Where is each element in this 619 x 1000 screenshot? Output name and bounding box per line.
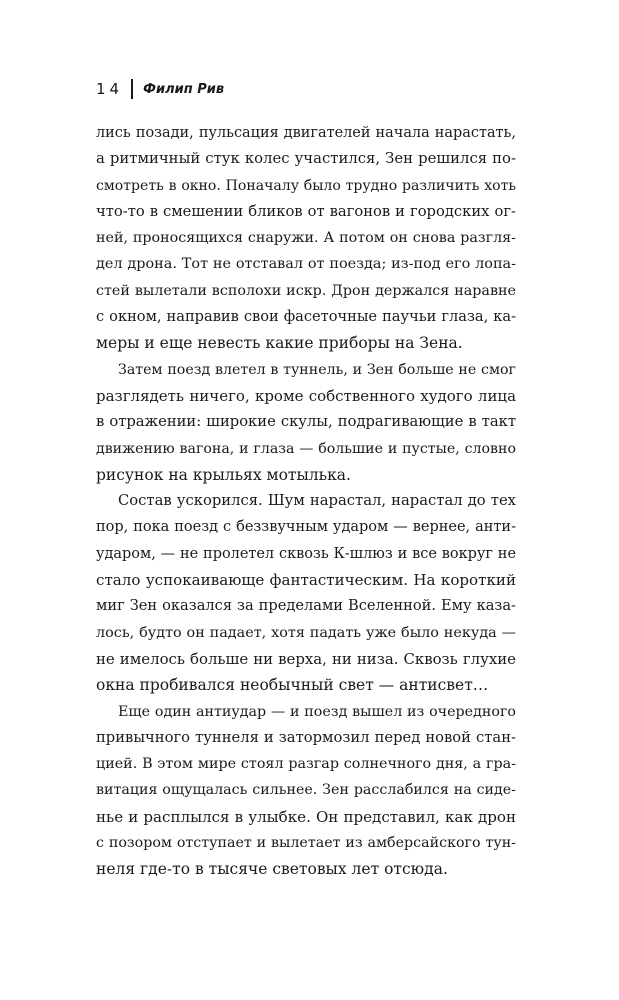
page-number: 14 xyxy=(96,80,124,98)
text-line: лось, будто он падает, хотя падать уже было некуда — xyxy=(96,624,516,641)
text-line: что-то в смешении бликов от вагонов и городских ог- xyxy=(96,202,516,220)
text-line: с окном, направив свои фасеточные паучьи глаза, ка- xyxy=(96,308,516,326)
text-line: стало успокаивающе фантастическим. На короткий xyxy=(96,571,516,590)
text-line: с позором отступает и вылетает из амберсайского тун- xyxy=(96,835,516,852)
paragraph xyxy=(96,699,516,883)
body-text xyxy=(96,120,516,883)
text-line: а ритмичный стук колес участился, Зен решился по- xyxy=(96,150,516,168)
text-line: лись позади, пульсация двигателей начала нарастать, xyxy=(96,125,516,141)
text-line: нье и расплылся в улыбке. Он представил, как дрон xyxy=(96,807,516,826)
text-line: Затем поезд влетел в туннель, и Зен больше не смог xyxy=(118,361,516,378)
text-line: Еще один антиудар — и поезд вышел из очередного xyxy=(118,703,516,720)
text-line: неля где-то в тысяче световых лет отсюда. xyxy=(96,860,448,879)
text-line: в отражении: широкие скулы, подрагивающие в такт xyxy=(96,413,516,431)
text-line: дел дрона. Тот не отставал от поезда; из-под его лопа- xyxy=(96,256,516,273)
text-line: меры и еще невесть какие приборы на Зена. xyxy=(96,334,463,353)
text-line: не имелось больше ни верха, ни низа. Сквозь глухие xyxy=(96,649,516,668)
text-line: окна пробивался необычный свет — антисвет… xyxy=(96,676,489,695)
text-line: стей вылетали всполохи искр. Дрон держался наравне xyxy=(96,282,516,299)
running-head xyxy=(96,78,224,100)
text-line: смотреть в окно. Поначалу было трудно различить хоть xyxy=(96,177,516,194)
text-line: рисунок на крыльях мотылька. xyxy=(96,465,351,484)
text-line: движению вагона, и глаза — большие и пустые, словно xyxy=(96,440,516,457)
text-line: миг Зен оказался за пределами Вселенной. Ему каза- xyxy=(96,597,516,615)
paragraph xyxy=(96,357,516,488)
text-line: цией. В этом мире стоял разгар солнечного дня, а гра- xyxy=(96,756,516,773)
paragraph xyxy=(96,120,516,357)
text-line: привычного туннеля и затормозил перед новой стан- xyxy=(96,728,516,746)
text-line: витация ощущалась сильнее. Зен расслабился на сиде- xyxy=(96,782,516,799)
header-divider xyxy=(131,79,133,99)
text-line: ударом, — не пролетел сквозь К-шлюз и все вокруг не xyxy=(96,545,516,562)
paragraph xyxy=(96,488,516,698)
text-line: ней, проносящихся снаружи. А потом он снова разгля- xyxy=(96,230,516,247)
text-line: Состав ускорился. Шум нарастал, нарастал до тех xyxy=(118,492,516,510)
text-line: пор, пока поезд с беззвучным ударом — вернее, анти- xyxy=(96,519,516,536)
author-name: Филип Рив xyxy=(143,81,225,97)
text-line: разглядеть ничего, кроме собственного худого лица xyxy=(96,386,516,405)
